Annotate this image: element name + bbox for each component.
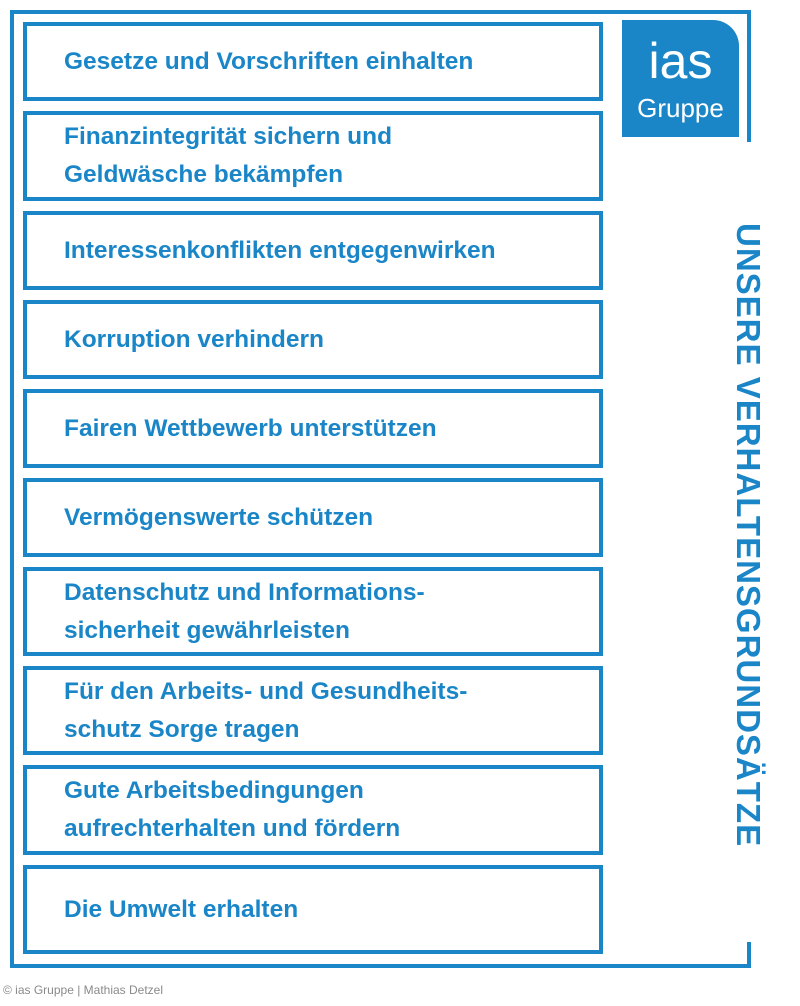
copyright-notice: © ias Gruppe | Mathias Detzel (3, 983, 164, 997)
principle-box-10 (23, 865, 603, 954)
principle-label-5: Fairen Wettbewerb unterstützen (64, 414, 437, 442)
principle-box-1 (23, 22, 603, 101)
principle-box-8 (23, 666, 603, 755)
principle-box-9 (23, 765, 603, 855)
frame-bottom-line (10, 964, 751, 968)
principle-box-5 (23, 389, 603, 468)
principle-label-2: Finanzintegrität sichern und Geldwäsche bekämpfen (64, 123, 393, 188)
frame-left-line (10, 10, 14, 968)
frame-right-lower-line (747, 942, 751, 968)
principle-label-1: Gesetze und Vorschriften einhalten (64, 47, 474, 75)
principle-label-7: Datenschutz und Informations- sicherheit gewährleisten (64, 578, 425, 644)
principle-box-7 (23, 567, 603, 656)
frame-right-upper-line (747, 10, 751, 142)
ias-gruppe-logo (622, 20, 739, 137)
principle-box-4 (23, 300, 603, 379)
principle-label-9: Gute Arbeitsbedingungen aufrechterhalten und fördern (64, 777, 401, 842)
principle-label-4: Korruption verhindern (64, 325, 324, 353)
vertical-title (727, 150, 769, 920)
principle-box-3 (23, 211, 603, 290)
principle-label-10: Die Umwelt erhalten (64, 895, 299, 923)
principle-label-3: Interessenkonflikten entgegenwirken (64, 236, 496, 264)
logo-subtitle: Gruppe (637, 93, 724, 123)
principle-box-2 (23, 111, 603, 201)
principle-box-6 (23, 478, 603, 557)
principle-label-6: Vermögenswerte schützen (64, 503, 374, 531)
frame-top-line (10, 10, 751, 14)
vertical-title-text: UNSERE VERHALTENSGRUNDSÄTZE (730, 222, 767, 848)
logo-mark: ias (648, 33, 713, 89)
principle-label-8: Für den Arbeits- und Gesundheits- schutz Sorge tragen (64, 677, 468, 743)
